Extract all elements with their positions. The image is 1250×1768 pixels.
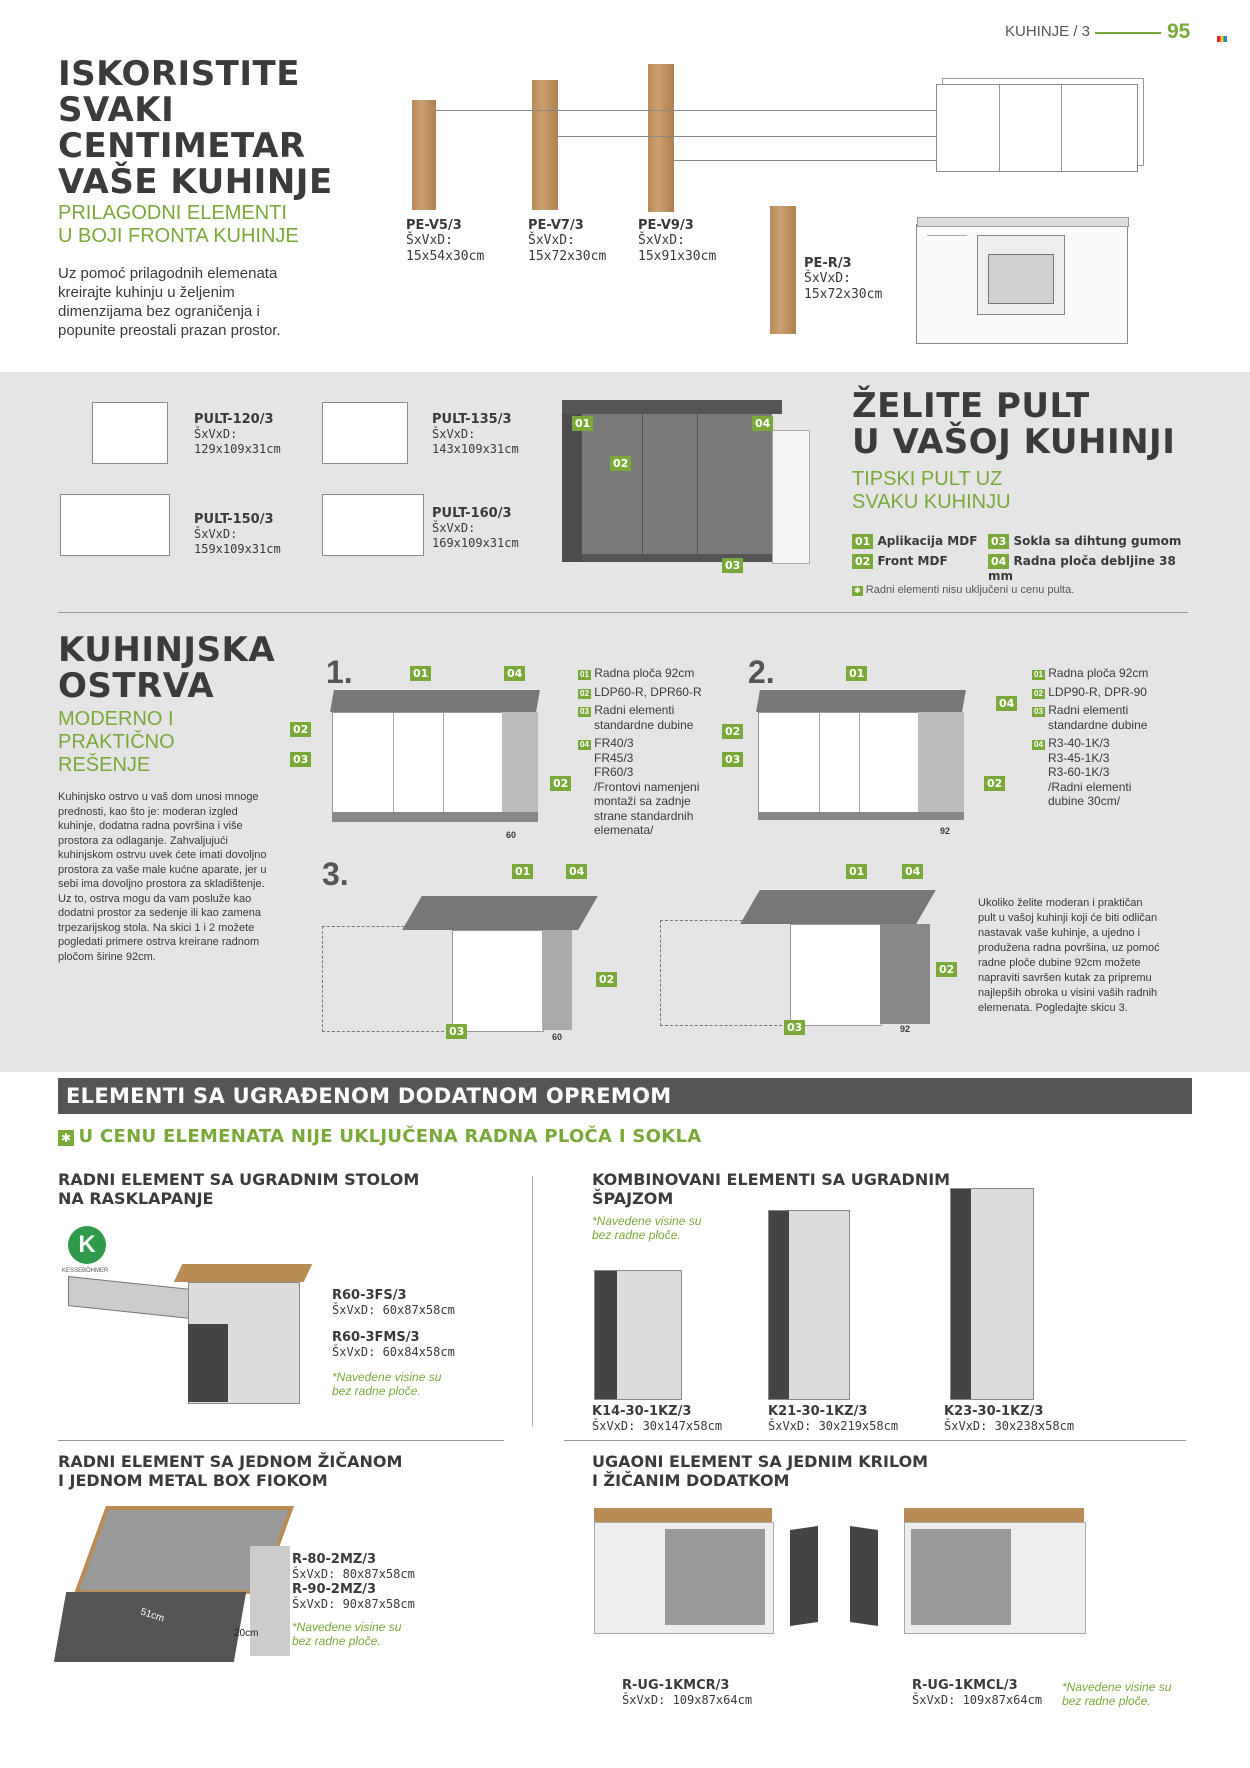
pult-note	[852, 584, 1074, 596]
product-code: PULT-135/3	[432, 412, 512, 427]
legend-num: 01	[852, 534, 873, 549]
callout-01: 01	[846, 666, 867, 681]
island-right-text-line: najlepših obroka u visini vaših radnih	[978, 987, 1158, 999]
vertical-divider	[532, 1176, 533, 1426]
product-code: R-UG-1KMCR/3	[622, 1678, 730, 1693]
dims-value: 15x54x30cm	[406, 249, 485, 264]
dims-label: ŠxVxD:	[528, 233, 575, 248]
dims-label: ŠxVxD:	[406, 233, 453, 248]
panel-pe-r-image	[770, 206, 796, 334]
legend-item	[578, 666, 738, 681]
dim-label: 92	[900, 1024, 911, 1034]
pantry-section-title-line: ŠPAJZOM	[592, 1189, 674, 1208]
pult-subtitle-line: SVAKU KUHINJU	[852, 491, 1011, 513]
height-note: *Navedene visine su	[292, 1620, 402, 1634]
hero-title-line: ISKORISTITE	[58, 54, 300, 94]
callout-02: 02	[610, 456, 631, 471]
pult-title-line: U VAŠOJ KUHINJI	[852, 422, 1176, 462]
dims-label: ŠxVxD:	[432, 427, 476, 441]
equipment-banner	[58, 1078, 1192, 1114]
legend-text: Sokla sa dihtung gumom	[1013, 534, 1182, 548]
asterisk-icon: ✱	[58, 1130, 74, 1146]
guide-line	[558, 136, 936, 137]
product-code: R-80-2MZ/3	[292, 1552, 377, 1567]
dim-label: 92	[940, 826, 951, 836]
callout-04: 04	[996, 696, 1017, 711]
equipment-subbanner	[58, 1126, 1192, 1147]
table-section-title-line: NA RASKLAPANJE	[58, 1189, 214, 1208]
drawer-cabinet-image	[60, 1506, 280, 1676]
hero-text-line: popunite preostali prazan prostor.	[58, 322, 281, 339]
product-dims: ŠxVxD: 109x87x64cm	[912, 1693, 1043, 1707]
drawer-items	[292, 1552, 492, 1648]
legend-text: standardne dubine	[1048, 717, 1148, 732]
callout-01: 01	[846, 864, 867, 879]
island-sketch-3b	[660, 890, 940, 1030]
product-code: PE-R/3	[804, 256, 852, 271]
legend-text: LDP90-R, DPR-90	[1048, 684, 1147, 699]
island-legend-1	[578, 666, 738, 838]
callout-02: 02	[984, 776, 1005, 791]
callout-03: 03	[290, 752, 311, 767]
island-text-line: prostora za odlaganje. Zahvaljujući	[58, 834, 228, 847]
sketch-number: 3.	[322, 856, 349, 892]
island-right-text-line: radne ploče dubine 92cm možete	[978, 957, 1141, 969]
hero-text-line: Uz pomoć prilagodnih elemenata	[58, 265, 278, 282]
callout-03: 03	[784, 1020, 805, 1035]
hero-text	[58, 264, 378, 340]
dims-value: 159x109x31cm	[194, 542, 281, 556]
pantry-item	[944, 1404, 1114, 1434]
header-rule	[1095, 32, 1161, 34]
pult-item	[432, 412, 562, 457]
pantry-section-title-line: KOMBINOVANI ELEMENTI SA UGRADNIM	[592, 1170, 951, 1189]
legend-text: dubine 30cm/	[1048, 794, 1121, 808]
callout-04: 04	[566, 864, 587, 879]
legend-text: FR40/3	[594, 736, 634, 750]
legend-text: montaži sa zadnje	[594, 794, 691, 808]
legend-item	[1032, 685, 1192, 700]
asterisk-icon: ✱	[854, 586, 861, 595]
pantry-k23-image	[950, 1188, 1034, 1400]
corner-note	[1062, 1680, 1202, 1708]
pult-item	[194, 512, 324, 557]
product-code: PULT-160/3	[432, 506, 512, 521]
legend-item	[578, 736, 738, 838]
corner-section-title-line: I ŽIČANIM DODATKOM	[592, 1471, 790, 1490]
height-note: bez radne ploče.	[1062, 1694, 1151, 1708]
callout-02: 02	[550, 776, 571, 791]
legend-num: 02	[580, 688, 589, 698]
legend-text: Radna ploča 92cm	[594, 666, 695, 680]
dims-label: ŠxVxD:	[194, 427, 238, 441]
legend-num: 04	[988, 554, 1009, 569]
hero-subtitle-line: U BOJI FRONTA KUHINJE	[58, 225, 299, 247]
product-code: K21-30-1KZ/3	[768, 1404, 868, 1419]
corner-item	[622, 1678, 822, 1708]
island-text-line: kuhinje, dodatna radna površina i više	[58, 820, 243, 832]
dims-label: ŠxVxD:	[804, 271, 851, 286]
island-subtitle-line: REŠENJE	[58, 754, 151, 776]
callout-02: 02	[722, 724, 743, 739]
pult-item	[194, 412, 324, 457]
drawer-section-title	[58, 1452, 498, 1490]
dims-value: 15x72x30cm	[528, 249, 607, 264]
callout-02: 02	[936, 962, 957, 977]
legend-text: elemenata/	[594, 823, 654, 837]
product-code: R60-3FS/3	[332, 1288, 407, 1303]
dims-label: ŠxVxD:	[432, 521, 476, 535]
pult-160-image	[322, 494, 424, 556]
dims-value: 15x72x30cm	[804, 287, 883, 302]
island-subtitle	[58, 708, 258, 777]
panel-pe-v9-image	[648, 64, 674, 212]
product-dims: ŠxVxD: 30x147x58cm	[592, 1419, 723, 1433]
product-dims: ŠxVxD: 80x87x58cm	[292, 1567, 415, 1581]
callout-03: 03	[722, 752, 743, 767]
hero-text-line: dimenzijama bez ograničenja i	[58, 303, 260, 320]
callout-04: 04	[752, 416, 773, 431]
product-code: R60-3FMS/3	[332, 1330, 420, 1345]
product-code: PE-V7/3	[528, 218, 584, 233]
product-code: R-90-2MZ/3	[292, 1582, 377, 1597]
dims-value: 129x109x31cm	[194, 442, 281, 456]
legend-text: Radni elementi	[1048, 703, 1129, 717]
height-note: *Navedene visine su	[592, 1214, 702, 1228]
legend-text: Radna ploča debljine 38 mm	[988, 554, 1176, 583]
dim-label: 60	[552, 1032, 563, 1042]
table-section-title-line: RADNI ELEMENT SA UGRADNIM STOLOM	[58, 1170, 420, 1189]
island-subtitle-line: MODERNO I	[58, 708, 174, 730]
callout-04: 04	[504, 666, 525, 681]
legend-num: 03	[1034, 707, 1043, 716]
sketch-number: 1.	[326, 654, 353, 690]
island-text-line: prostora za vaše male kućne aparate, jer u	[58, 863, 267, 876]
logo-caption: KESSEBÖHMER	[62, 1268, 109, 1274]
callout-03: 03	[722, 558, 743, 573]
panel-item	[406, 218, 526, 265]
pult-item	[432, 506, 562, 551]
pult-note-text: Radni elementi nisu uključeni u cenu pulta.	[865, 584, 1075, 596]
island-text-line: sebi ima dovoljno prostora za skladištenje.	[58, 878, 265, 890]
dims-label: ŠxVxD:	[194, 527, 238, 541]
table-items	[332, 1288, 522, 1398]
height-note: bez radne ploče.	[332, 1384, 421, 1398]
height-note: bez radne ploče.	[592, 1228, 681, 1242]
island-text-line: prednosti, kao što je: moderan izgled	[58, 805, 238, 818]
dims-value: 169x109x31cm	[432, 536, 519, 550]
legend-text: /Frontovi namenjeni	[594, 779, 700, 794]
dims-label: ŠxVxD:	[638, 233, 685, 248]
pult-title-line: ŽELITE PULT	[852, 386, 1090, 426]
wall-cabinet-image	[936, 84, 1138, 172]
island-sketch-3a	[322, 896, 592, 1036]
legend-text: LDP60-R, DPR60-R	[594, 684, 702, 699]
island-title	[58, 632, 318, 704]
pult-large-image	[562, 400, 810, 570]
guide-line	[674, 160, 936, 161]
island-right-text-line: elemenata. Pogledajte skicu 3.	[978, 1002, 1128, 1014]
callout-04: 04	[902, 864, 923, 879]
pantry-k21-image	[768, 1210, 850, 1400]
product-dims: ŠxVxD: 60x87x58cm	[332, 1303, 455, 1317]
divider	[58, 1440, 504, 1441]
island-text	[58, 790, 298, 964]
height-note: *Navedene visine su	[332, 1370, 442, 1384]
legend-num: 03	[580, 707, 589, 716]
legend-item	[852, 554, 948, 569]
callout-03: 03	[446, 1024, 467, 1039]
divider	[564, 1440, 1186, 1441]
panel-pe-v5-image	[412, 100, 436, 210]
pult-subtitle-line: TIPSKI PULT UZ	[852, 468, 1003, 490]
equipment-banner-text: ELEMENTI SA UGRAĐENOM DODATNOM OPREMOM	[66, 1084, 672, 1108]
pult-title	[852, 388, 1192, 460]
product-code: K14-30-1KZ/3	[592, 1404, 692, 1419]
drawer-section-title-line: RADNI ELEMENT SA JEDNOM ŽIČANOM	[58, 1452, 403, 1471]
legend-text: Front MDF	[877, 554, 948, 568]
island-text-line: trpezarijskog stola. Na skici 1 i 2 možete	[58, 921, 255, 934]
pantry-note	[592, 1214, 732, 1242]
hero-title-line: CENTIMETAR	[58, 126, 306, 166]
product-dims: ŠxVxD: 60x84x58cm	[332, 1345, 455, 1359]
callout-02: 02	[596, 972, 617, 987]
island-legend-2	[1032, 666, 1192, 809]
hero-title-line: SVAKI	[58, 90, 175, 130]
page-header	[1005, 20, 1205, 44]
product-code: R-UG-1KMCL/3	[912, 1678, 1018, 1693]
legend-text: /Radni elementi	[1048, 779, 1132, 794]
pantry-item	[768, 1404, 938, 1434]
corner-cabinet-right-image	[594, 1508, 824, 1638]
product-dims: ŠxVxD: 109x87x64cm	[622, 1693, 753, 1707]
corner-section-title-line: UGAONI ELEMENT SA JEDNIM KRILOM	[592, 1452, 929, 1471]
panel-item	[638, 218, 758, 265]
pantry-item	[592, 1404, 762, 1434]
guide-line	[436, 110, 936, 111]
island-right-text-line: produžena radna površina, uz pomoć	[978, 942, 1160, 954]
measure-label: 51cm	[138, 1606, 166, 1625]
logo-icon: K	[68, 1226, 106, 1264]
callout-01: 01	[410, 666, 431, 681]
legend-text: R3-40-1K/3	[1048, 736, 1110, 750]
island-title-line: KUHINJSKA	[58, 630, 276, 670]
callout-02: 02	[290, 722, 311, 737]
legend-item	[988, 534, 1181, 549]
legend-num: 04	[1034, 740, 1043, 749]
dims-value: 143x109x31cm	[432, 442, 519, 456]
legend-text: standardne dubine	[594, 717, 694, 732]
island-sketch-2	[758, 690, 968, 830]
product-code: PULT-120/3	[194, 412, 274, 427]
legend-item	[578, 685, 738, 700]
product-code: PE-V5/3	[406, 218, 462, 233]
hero-title-line: VAŠE KUHINJE	[58, 162, 333, 202]
base-cabinet-image	[916, 224, 1128, 344]
hero-title	[58, 56, 418, 200]
legend-text: Radni elementi	[594, 703, 675, 717]
island-right-text-line: napraviti savršen kutak za pripremu	[978, 972, 1152, 984]
island-sketch-1	[332, 690, 542, 830]
legend-text: FR60/3	[594, 765, 634, 779]
legend-text: R3-60-1K/3	[1048, 765, 1110, 779]
oven-icon	[977, 235, 1065, 315]
height-note: *Navedene visine su	[1062, 1680, 1172, 1694]
product-dims: ŠxVxD: 90x87x58cm	[292, 1597, 415, 1611]
dims-value: 15x91x30cm	[638, 249, 717, 264]
island-right-text-line: pult u vašoj kuhinji koji će biti odličan	[978, 912, 1158, 924]
island-text-line: pogledati primere ostrva kreirane radnom	[58, 936, 260, 948]
height-note: bez radne ploče.	[292, 1634, 381, 1648]
callout-01: 01	[512, 864, 533, 879]
dim-label: 60	[506, 830, 517, 840]
legend-item	[852, 534, 977, 549]
legend-text: strane standardnih	[594, 808, 694, 823]
folding-table-cabinet-image	[68, 1264, 308, 1414]
island-right-text-line: Ukoliko želite moderan i praktičan	[978, 897, 1143, 909]
island-text-line: pločom širine 92cm.	[58, 950, 156, 963]
pantry-section-title	[592, 1170, 992, 1208]
legend-num: 03	[988, 534, 1009, 549]
legend-item	[1032, 703, 1192, 732]
legend-item	[1032, 736, 1192, 809]
sketch-number: 2.	[748, 654, 775, 690]
island-right-text	[978, 896, 1198, 1016]
island-text-line: Kuhinjsko ostrvo u vaš dom unosi mnoge	[58, 791, 259, 803]
measure-label: 20cm	[234, 1628, 259, 1639]
product-code: PULT-150/3	[194, 512, 274, 527]
pult-135-image	[322, 402, 408, 464]
island-text-line: Uz to, ostrva mogu da vam posluže kao	[58, 892, 252, 905]
legend-num: 02	[1034, 688, 1043, 698]
panel-pe-v7-image	[532, 80, 558, 210]
legend-num: 02	[852, 554, 873, 569]
page-number: 95	[1167, 20, 1191, 43]
legend-num: 01	[1034, 670, 1043, 679]
hero-text-line: kreirajte kuhinju u željenim	[58, 284, 235, 301]
callout-01: 01	[572, 416, 593, 431]
pult-120-image	[92, 402, 168, 464]
legend-item	[578, 703, 738, 732]
pult-subtitle	[852, 468, 1152, 514]
panel-item	[804, 256, 924, 303]
product-code: K23-30-1KZ/3	[944, 1404, 1044, 1419]
corner-section-title	[592, 1452, 1012, 1490]
legend-text: R3-45-1K/3	[1048, 750, 1110, 765]
legend-text: Radna ploča 92cm	[1048, 666, 1149, 680]
color-swatch-icon	[1217, 36, 1227, 42]
pantry-k14-image	[594, 1270, 682, 1400]
drawer-section-title-line: I JEDNOM METAL BOX FIOKOM	[58, 1471, 328, 1490]
hero-subtitle	[58, 202, 378, 248]
island-right-text-line: nastavak vaše kuhinje, a ujedno i	[978, 927, 1141, 939]
section-label: KUHINJE / 3	[1005, 23, 1091, 40]
legend-item	[988, 554, 1192, 583]
hero-subtitle-line: PRILAGODNI ELEMENTI	[58, 202, 287, 224]
island-subtitle-line: PRAKTIČNO	[58, 731, 175, 753]
product-code: PE-V9/3	[638, 218, 694, 233]
product-dims: ŠxVxD: 30x219x58cm	[768, 1419, 899, 1433]
island-text-line: kuhinjskom ostrvu uvek ćete imati dovoljno	[58, 849, 267, 861]
divider	[58, 612, 1188, 613]
pult-150-image	[60, 494, 170, 556]
legend-item	[1032, 666, 1192, 681]
corner-cabinet-left-image	[850, 1508, 1090, 1638]
legend-text: FR45/3	[594, 750, 634, 765]
panel-item	[528, 218, 648, 265]
island-title-line: OSTRVA	[58, 666, 215, 706]
equipment-subbanner-text: U CENU ELEMENATA NIJE UKLJUČENA RADNA PLOČA I SOKLA	[78, 1126, 702, 1147]
legend-text: Aplikacija MDF	[877, 534, 978, 548]
legend-num: 04	[580, 740, 589, 749]
legend-num: 01	[580, 670, 589, 679]
table-section-title	[58, 1170, 498, 1208]
product-dims: ŠxVxD: 30x238x58cm	[944, 1419, 1075, 1433]
island-text-line: dodatni prostor za sedenje ili kao zamena	[58, 907, 262, 919]
